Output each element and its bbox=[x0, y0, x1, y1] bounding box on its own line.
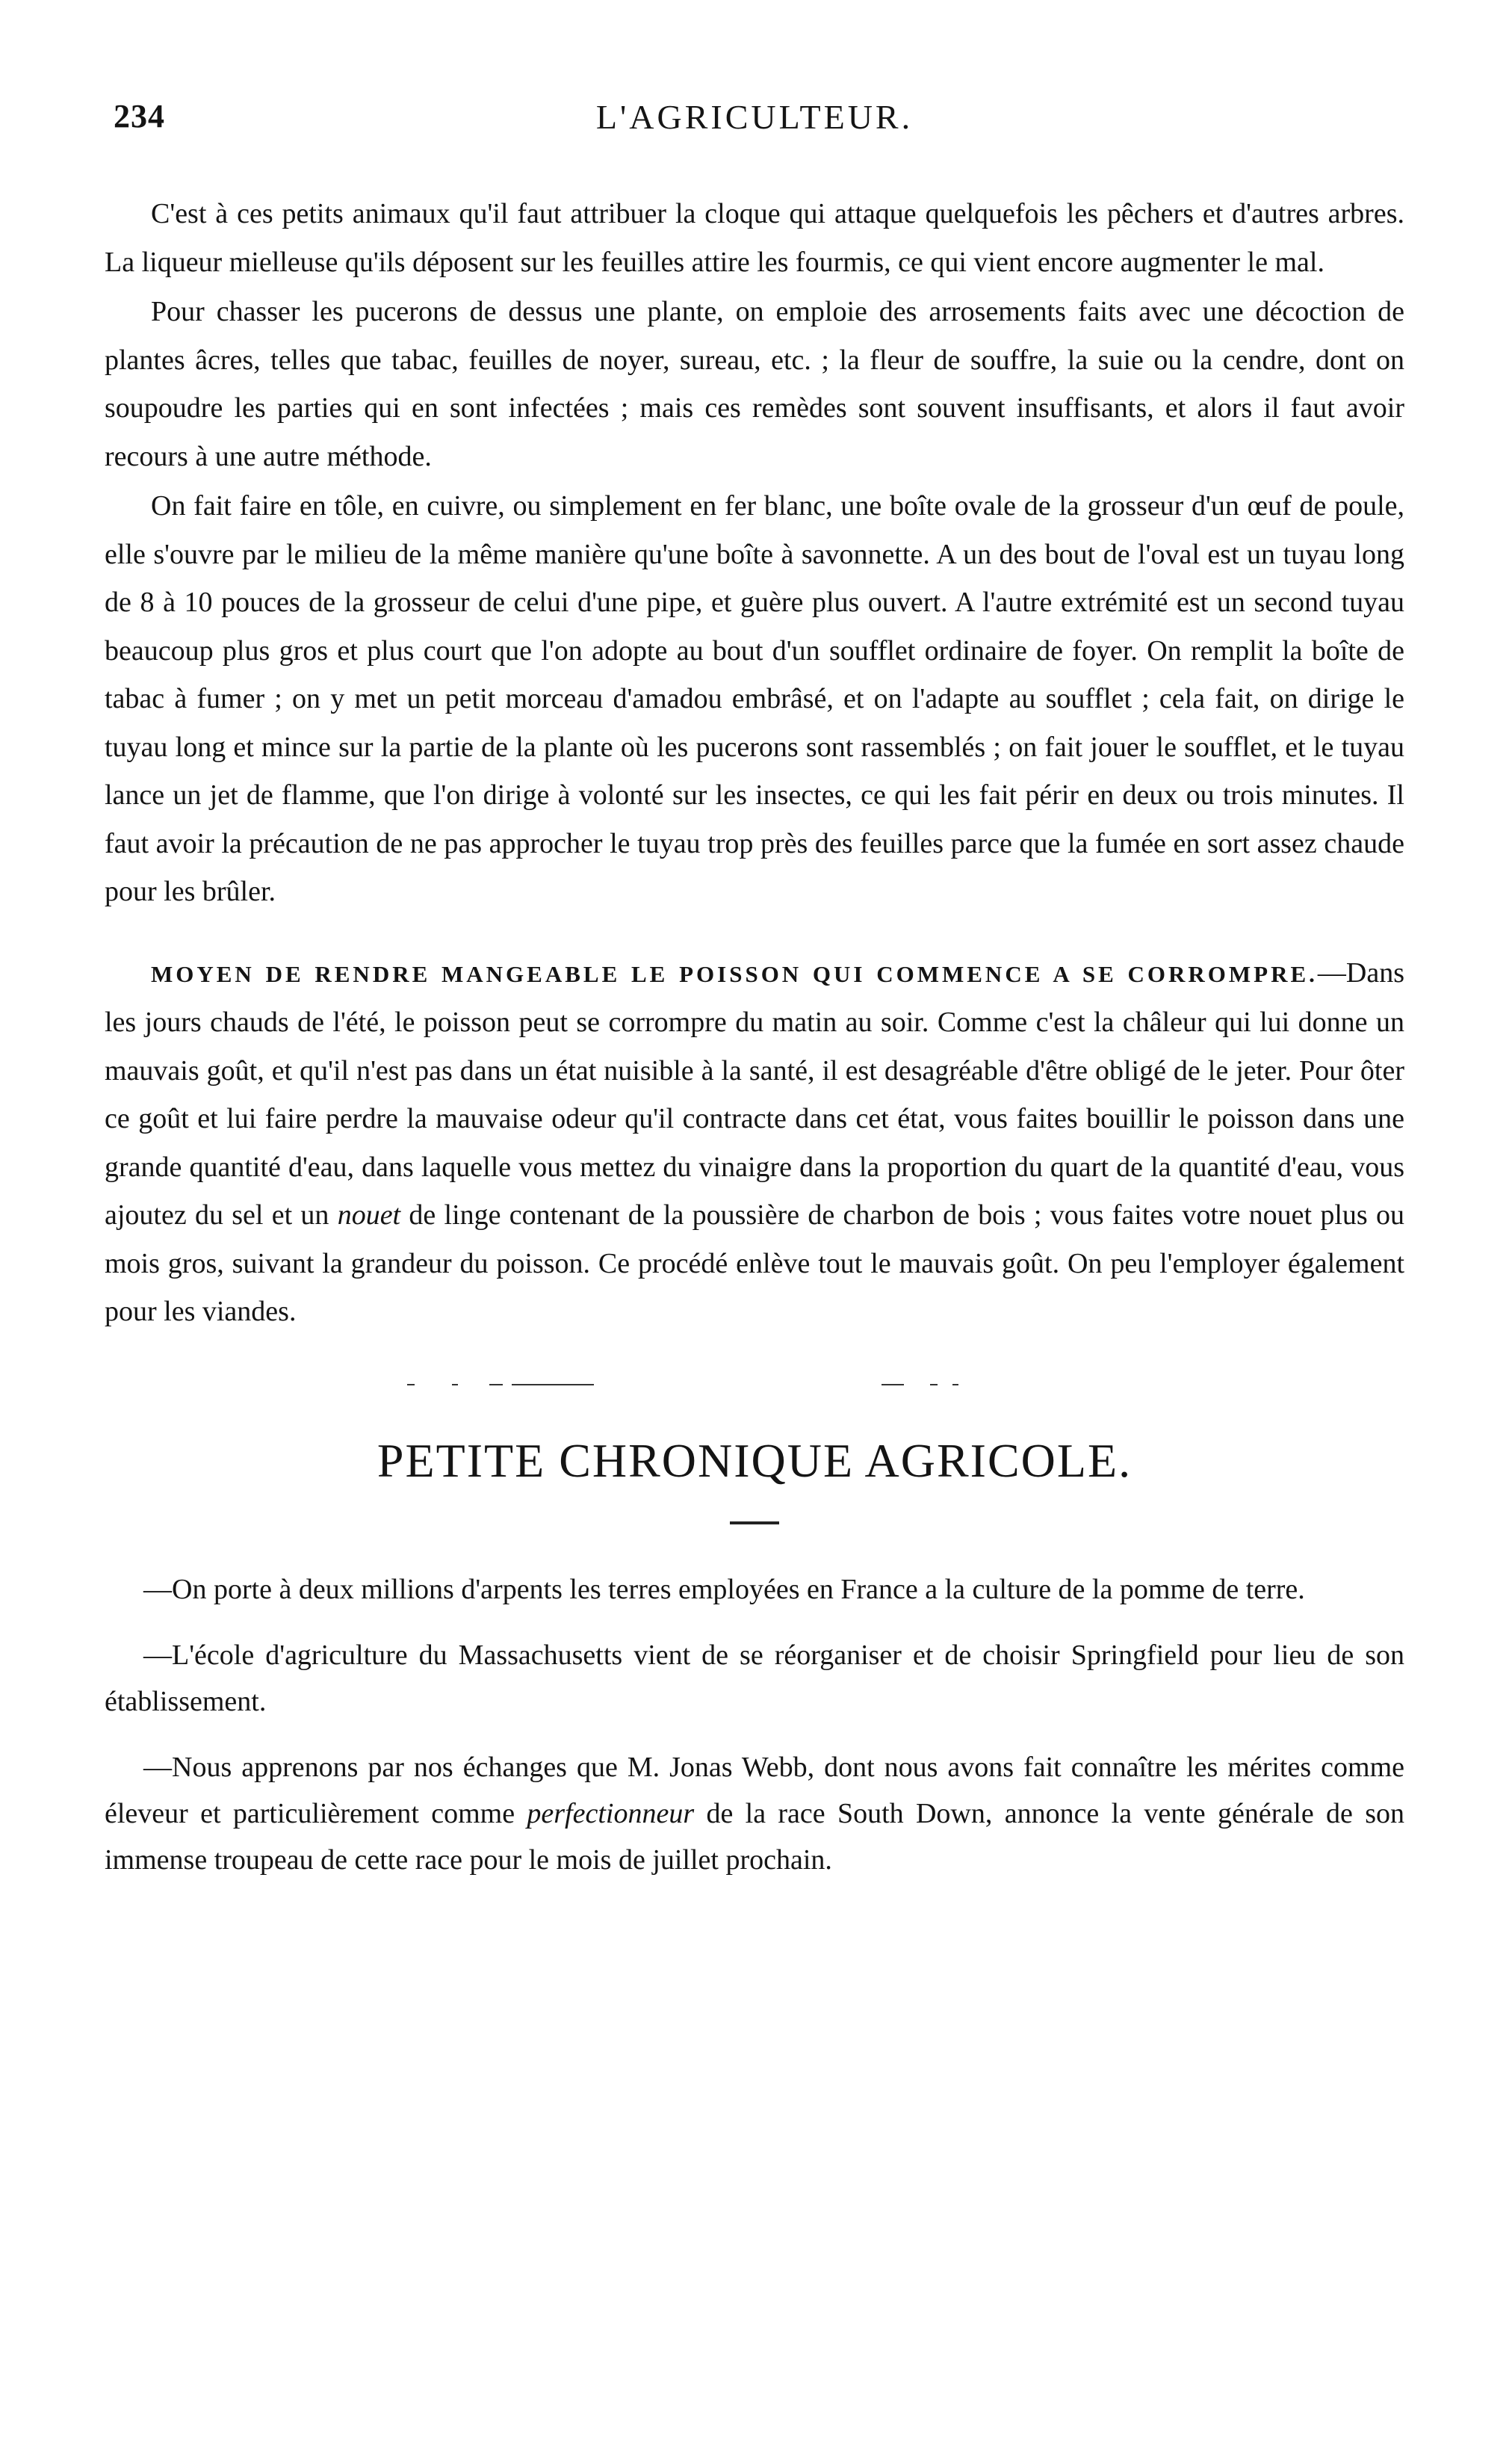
divider-dash bbox=[489, 1384, 503, 1385]
divider-dash bbox=[512, 1384, 594, 1385]
running-head bbox=[105, 97, 1404, 157]
divider-dash bbox=[452, 1384, 458, 1385]
fish-recipe-italic-word: nouet bbox=[337, 1199, 401, 1231]
divider-dash bbox=[407, 1384, 415, 1385]
news-item-potato: —On porte à deux millions d'arpents les terres employées en France a la culture de la pomme de terre. bbox=[143, 1573, 1305, 1605]
page-number: 234 bbox=[114, 98, 165, 135]
paragraph-cloque: C'est à ces petits animaux qu'il faut attribuer la cloque qui attaque quelquefois les pêchers et d'autres arbres. La liqueur mielleuse qu'ils déposent sur les feuilles attire les fourmis, ce qui vient encore augmenter le mal. bbox=[105, 198, 1404, 278]
paragraph-fumigator: On fait faire en tôle, en cuivre, ou simplement en fer blanc, une boîte ovale de la grosseur d'un œuf de poule, elle s'ouvre par le milieu de la même manière qu'une boîte à savonnette. A un des bout de l'oval est un tuyau long de 8 à 10 pouces de la grosseur de celui d'une pipe, et guère plus ouvert. A l'autre extrémité est un second tuyau beaucoup plus gros et plus court que l'on adopte au bout d'un soufflet ordinaire de foyer. On remplit la boîte de tabac à fumer ; on y met un petit morceau d'amadou embrâsé, et on l'adapte au soufflet ; cela fait, on dirige le tuyau long et mince sur la partie de la plante où les pucerons sont rassemblés ; on fait jouer le soufflet, et le tuyau lance un jet de flamme, que l'on dirige à volonté sur les insectes, ce qui les fait périr en deux ou trois minutes. Il faut avoir la précaution de ne pas approcher le tuyau trop près des feuilles parce que la fumée en sort assez chaude pour les brûler. bbox=[105, 490, 1404, 907]
fish-recipe-text-start: —Dans les jours chauds de l'été, le poisson peut se corrompre du matin au soir. Comme c'est la châleur qui lui donne un mauvais goût, et qu'il n'est pas dans un état nuisible à la santé, il est desagréable d'être obligé de le jeter. Pour ôter ce goût et lui faire perdre la mauvaise odeur qu'il contracte dans cet état, vous faites bouillir le poisson dans une grande quantité d'eau, dans laquelle vous mettez du vinaigre dans la proportion du quart de la quantité d'eau, vous ajoutez du sel et un bbox=[105, 957, 1404, 1231]
news-item-massachusetts: —L'école d'agriculture du Massachusetts vient de se réorganiser et de choisir Springfield pour lieu de son établissement. bbox=[105, 1639, 1404, 1717]
divider-dash bbox=[952, 1384, 958, 1385]
divider-dash bbox=[930, 1384, 938, 1385]
fish-recipe-text-end: de linge contenant de la poussière de charbon de bois ; vous faites votre nouet plus ou mois gros, suivant la grandeur du poisson. Ce procédé enlève tout le mauvais goût. On peu l'employer également pour les viandes. bbox=[105, 1199, 1404, 1327]
chronicle-title: PETITE CHRONIQUE AGRICOLE. bbox=[377, 1433, 1133, 1487]
section-gap bbox=[105, 916, 1404, 949]
title-rule bbox=[730, 1521, 779, 1524]
journal-title: L'AGRICULTEUR. bbox=[595, 98, 914, 136]
book-page bbox=[105, 97, 1404, 1903]
news-item-webb-end: de la race South Down, annonce la vente générale de son immense troupeau de cette race pour le mois de juillet prochain. bbox=[105, 1797, 1404, 1876]
news-item-webb-start: —Nous apprenons par nos échanges que M. Jonas Webb, dont nous avons fait connaître les mérites comme éleveur et particulièrement comme bbox=[105, 1751, 1404, 1829]
paragraph-fish-recipe bbox=[105, 949, 1404, 1336]
news-item-jonas-webb bbox=[105, 1744, 1404, 1883]
ornamental-divider bbox=[105, 1363, 1404, 1408]
fish-recipe-heading: MOYEN DE RENDRE MANGEABLE LE POISSON QUI COMMENCE A SE CORROMPRE. bbox=[151, 960, 1318, 987]
paragraph-remedies: Pour chasser les pucerons de dessus une plante, on emploie des arrosements faits avec une décoction de plantes âcres, telles que tabac, feuilles de noyer, sureau, etc. ; la fleur de souffre, la suie ou la cendre, dont on soupoudre les parties qui en sont infectées ; mais ces remèdes sont souvent insuffisants, et alors il faut avoir recours à une autre méthode. bbox=[105, 296, 1404, 472]
divider-dash bbox=[882, 1384, 904, 1385]
news-item-webb-italic: perfectionneur bbox=[527, 1797, 695, 1829]
